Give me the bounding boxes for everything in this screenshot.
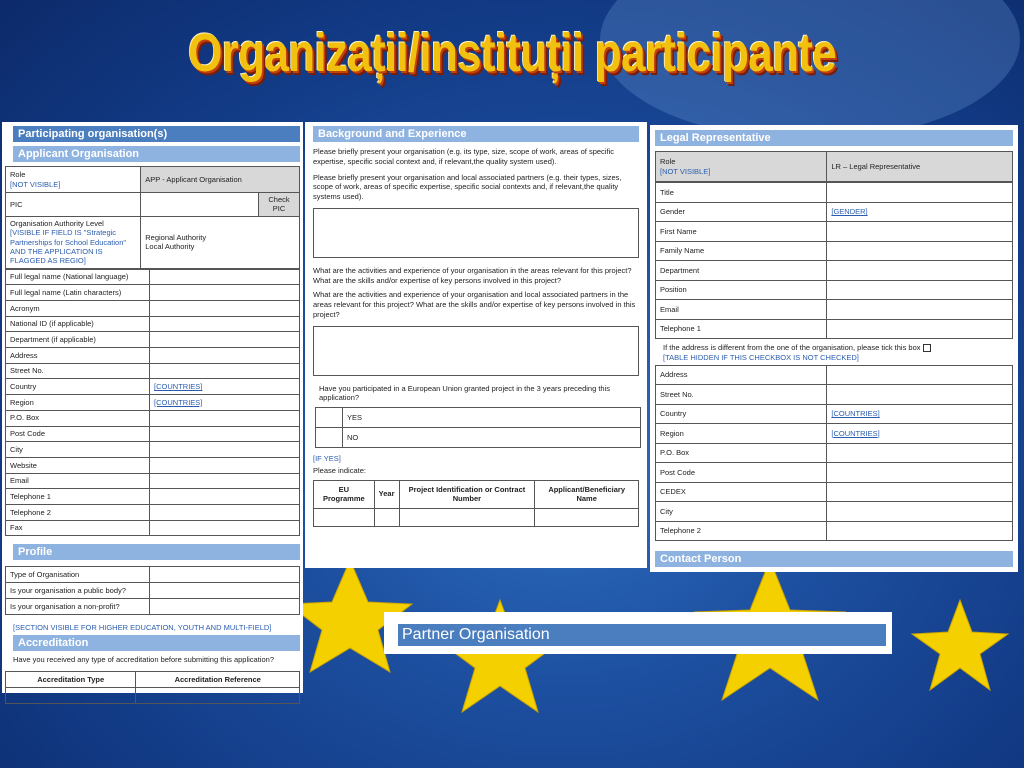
field-input[interactable] [150, 301, 300, 317]
field-input[interactable]: [COUNTRIES] [150, 379, 300, 395]
field-label: Country [6, 379, 150, 395]
table-row [6, 504, 300, 520]
field-input[interactable] [150, 504, 300, 520]
field-input[interactable] [150, 410, 300, 426]
field-label: Country [656, 404, 827, 424]
applicant-table [5, 166, 300, 269]
table-row [6, 687, 300, 703]
field-label: Telephone 1 [656, 319, 827, 339]
table-row [656, 222, 1013, 242]
table-row [6, 473, 300, 489]
table-row [656, 463, 1013, 483]
section-note: [SECTION VISIBLE FOR HIGHER EDUCATION, YOUTH AND MULTI-FIELD] [13, 623, 272, 633]
table-row [656, 521, 1013, 541]
field-label: Telephone 2 [656, 521, 827, 541]
field-label: Full legal name (National language) [6, 269, 150, 285]
field-label: Street No. [6, 363, 150, 379]
field-label: National ID (if applicable) [6, 316, 150, 332]
legal-header: Legal Representative [655, 130, 1013, 146]
table-row [656, 502, 1013, 522]
table-row [656, 404, 1013, 424]
field-label: Address [656, 365, 827, 385]
star-shape [912, 600, 1008, 690]
table-row [656, 424, 1013, 444]
authority-note: [VISIBLE IF FIELD IS "Strategic Partnerships for School Education" AND THE APPLICATION IS FLAGGED AS REGIO] [10, 228, 127, 266]
field-input[interactable] [150, 473, 300, 489]
field-label: Gender [656, 202, 827, 222]
table-row [6, 332, 300, 348]
background-panel [305, 122, 647, 568]
no-checkbox[interactable] [316, 428, 343, 448]
accreditation-table [5, 671, 300, 704]
table-row [656, 280, 1013, 300]
experience-textarea[interactable] [313, 326, 639, 376]
table-row [6, 426, 300, 442]
field-input[interactable] [150, 583, 300, 599]
yes-no-table [315, 407, 641, 448]
table-row [6, 583, 300, 599]
table-row [6, 671, 300, 687]
field-label: Website [6, 457, 150, 473]
field-input[interactable] [150, 348, 300, 364]
background-p1: Please briefly present your organisation (e.g. its type, size, scope of work, areas of specific expertise, specific social context and, if relevant,the quality system used). [313, 147, 614, 166]
table-row [6, 410, 300, 426]
eu-question: Have you participated in a European Union granted project in the 3 years preceding this application? [319, 383, 611, 403]
field-label: Street No. [656, 385, 827, 405]
table-row [6, 269, 300, 285]
eu-projects-table [313, 480, 639, 527]
column-header: Applicant/Beneficiary Name [535, 480, 639, 508]
field-label: Region [6, 395, 150, 411]
field-label: Department (if applicable) [6, 332, 150, 348]
yes-checkbox[interactable] [316, 408, 343, 428]
field-label: Family Name [656, 241, 827, 261]
table-cell[interactable] [399, 508, 535, 526]
column-header: Year [374, 480, 399, 508]
field-input[interactable] [150, 426, 300, 442]
field-label: Telephone 1 [6, 489, 150, 505]
field-label: Email [6, 473, 150, 489]
table-row [6, 363, 300, 379]
field-input[interactable] [150, 269, 300, 285]
role-note: [NOT VISIBLE] [10, 179, 61, 189]
table-cell[interactable] [314, 508, 375, 526]
field-input[interactable] [827, 319, 1013, 339]
table-cell[interactable] [374, 508, 399, 526]
table-row [656, 482, 1013, 502]
field-label: City [6, 442, 150, 458]
field-input[interactable] [827, 502, 1013, 522]
field-input[interactable] [827, 261, 1013, 281]
table-row [656, 202, 1013, 222]
role-value: APP - Applicant Organisation [141, 167, 300, 193]
table-row [314, 508, 639, 526]
table-row [6, 348, 300, 364]
legal-table [655, 151, 1013, 182]
role-label: Role [10, 170, 26, 180]
field-input[interactable] [150, 285, 300, 301]
field-input[interactable] [827, 385, 1013, 405]
table-row [656, 385, 1013, 405]
table-row [656, 261, 1013, 281]
table-row [316, 408, 641, 428]
field-input[interactable]: [GENDER] [827, 202, 1013, 222]
table-row [6, 285, 300, 301]
authority-option: Local Authority [145, 242, 195, 252]
field-input[interactable]: [COUNTRIES] [150, 395, 300, 411]
field-label: Type of Organisation [6, 567, 150, 583]
field-label: Position [656, 280, 827, 300]
column-header: Accreditation Type [6, 671, 136, 687]
field-label: Region [656, 424, 827, 444]
table-row [6, 216, 300, 268]
table-cell[interactable] [535, 508, 639, 526]
field-label: Post Code [656, 463, 827, 483]
address-note: If the address is different from the one of the organisation, please tick this box [663, 343, 921, 352]
field-label: Is your organisation a non-profit? [6, 599, 150, 615]
field-label: CEDEX [656, 482, 827, 502]
column-header: Accreditation Reference [136, 671, 300, 687]
field-input[interactable] [827, 521, 1013, 541]
legal-address-table [655, 365, 1013, 542]
participating-header: Participating organisation(s) [13, 126, 300, 142]
yes-label: YES [343, 408, 641, 428]
field-label: Address [6, 348, 150, 364]
role-note: [NOT VISIBLE] [660, 166, 711, 176]
field-input[interactable] [827, 222, 1013, 242]
background-q1: What are the activities and experience of your organisation in the areas relevant for this project? What are the skills and/or expertise of key persons involved in this project? [313, 265, 632, 285]
field-input[interactable] [827, 365, 1013, 385]
field-input[interactable] [150, 316, 300, 332]
table-row [6, 520, 300, 536]
hidden-note: [TABLE HIDDEN IF THIS CHECKBOX IS NOT CHECKED] [663, 352, 859, 362]
table-row [6, 395, 300, 411]
table-row [656, 183, 1013, 203]
please-indicate: Please indicate: [313, 465, 366, 475]
table-row [6, 379, 300, 395]
field-label: Post Code [6, 426, 150, 442]
authority-option: Regional Authority [145, 232, 207, 242]
field-input[interactable] [827, 300, 1013, 320]
if-yes-note: [IF YES] [313, 454, 341, 463]
table-row [656, 241, 1013, 261]
pic-label: PIC [6, 193, 141, 217]
background-p2: Please briefly present your organisation and local associated partners (e.g. their types, sizes, scope of work, areas of specific expertise, specific social contexts and, if relevant,the quality systems used). [313, 172, 622, 201]
field-input[interactable] [150, 363, 300, 379]
check-pic-button[interactable]: Check PIC [259, 193, 300, 217]
field-input[interactable] [827, 183, 1013, 203]
applicant-subheader: Applicant Organisation [13, 146, 300, 162]
field-label: Fax [6, 520, 150, 536]
field-input[interactable] [150, 599, 300, 615]
table-row [316, 428, 641, 448]
role-value: LR – Legal Representative [827, 152, 1013, 182]
table-row [656, 365, 1013, 385]
table-row [6, 167, 300, 193]
table-row [656, 300, 1013, 320]
field-input[interactable] [150, 457, 300, 473]
accreditation-type-input[interactable] [6, 687, 136, 703]
table-row [6, 599, 300, 615]
contact-person-header: Contact Person [655, 551, 1013, 567]
field-label: P.O. Box [6, 410, 150, 426]
field-label: Title [656, 183, 827, 203]
field-input[interactable] [827, 482, 1013, 502]
page-title: Organizații/instituții participante [188, 23, 836, 83]
field-input[interactable] [827, 443, 1013, 463]
field-label: Department [656, 261, 827, 281]
table-row [656, 319, 1013, 339]
table-row [656, 152, 1013, 182]
accreditation-header: Accreditation [13, 635, 300, 651]
table-row [6, 489, 300, 505]
field-input[interactable] [150, 332, 300, 348]
field-label: Acronym [6, 301, 150, 317]
background-q2: What are the activities and experience of your organisation and local associated partners in the areas relevant for this project? What are the skills and/or expertise of key persons involved in this project? [313, 290, 636, 319]
address-checkbox[interactable] [923, 344, 931, 352]
table-row [6, 193, 300, 217]
legal-fields-table [655, 182, 1013, 339]
field-input[interactable]: [COUNTRIES] [827, 404, 1013, 424]
field-input[interactable]: [COUNTRIES] [827, 424, 1013, 444]
table-row [6, 316, 300, 332]
profile-header: Profile [13, 544, 300, 560]
profile-table [5, 566, 300, 615]
accreditation-question: Have you received any type of accreditation before submitting this application? [13, 655, 274, 665]
accreditation-reference-input[interactable] [136, 687, 300, 703]
applicant-fields-table [5, 269, 300, 537]
field-label: Email [656, 300, 827, 320]
field-input[interactable] [150, 489, 300, 505]
background-textarea[interactable] [313, 208, 639, 258]
authority-label: Organisation Authority Level [10, 218, 104, 228]
partner-header: Partner Organisation [398, 624, 886, 646]
field-input[interactable] [827, 241, 1013, 261]
role-label: Role [660, 157, 676, 167]
column-header: EU Programme [314, 480, 375, 508]
pic-input[interactable] [141, 193, 259, 217]
partner-panel [384, 612, 892, 654]
table-row [314, 480, 639, 508]
table-row [6, 301, 300, 317]
field-input[interactable] [827, 463, 1013, 483]
table-row [656, 443, 1013, 463]
table-row [6, 442, 300, 458]
table-row [6, 457, 300, 473]
column-header: Project Identification or Contract Number [399, 480, 535, 508]
legal-panel [650, 125, 1018, 572]
field-input[interactable] [827, 280, 1013, 300]
table-row [6, 567, 300, 583]
field-label: Telephone 2 [6, 504, 150, 520]
field-label: Is your organisation a public body? [6, 583, 150, 599]
background-header: Background and Experience [313, 126, 639, 142]
applicant-panel [2, 122, 303, 693]
field-label: First Name [656, 222, 827, 242]
no-label: NO [343, 428, 641, 448]
field-label: Full legal name (Latin characters) [6, 285, 150, 301]
field-label: P.O. Box [656, 443, 827, 463]
field-label: City [656, 502, 827, 522]
authority-select[interactable] [141, 216, 300, 268]
field-input[interactable] [150, 567, 300, 583]
field-input[interactable] [150, 520, 300, 536]
field-input[interactable] [150, 442, 300, 458]
